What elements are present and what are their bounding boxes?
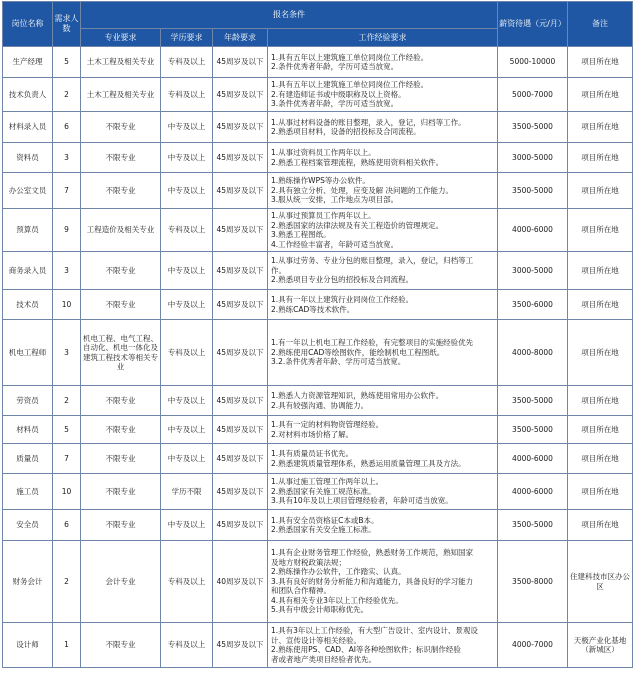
headcount-cell: 7	[53, 173, 81, 209]
table-row	[3, 78, 633, 112]
position-cell: 资料员	[3, 143, 53, 173]
header-conditions: 报名条件	[81, 2, 498, 29]
position-cell: 劳资员	[3, 386, 53, 416]
major-cell: 不限专业	[81, 112, 161, 143]
position-cell: 商务录入员	[3, 252, 53, 290]
remarks-cell: 项目所在地	[568, 290, 633, 320]
header-salary: 薪资待遇（元/月）	[498, 2, 568, 47]
remarks-cell: 项目所在地	[568, 510, 633, 541]
education-cell: 专科及以上	[161, 320, 213, 386]
education-cell: 中专及以上	[161, 386, 213, 416]
age-cell: 45周岁及以下	[213, 173, 268, 209]
headcount-cell: 3	[53, 252, 81, 290]
salary-cell: 3000-5000	[498, 252, 568, 290]
experience-line: 2.熟悉国家有关安全施工标准。	[271, 525, 376, 534]
experience-line: 1.具有质量员证书优先。	[271, 449, 354, 458]
salary-cell: 4000-6000	[498, 444, 568, 474]
header-headcount: 需求人数	[53, 2, 81, 47]
age-cell: 45周岁及以下	[213, 510, 268, 541]
experience-line: 1.从事过劳务、专业分包的账目整理，录入，登记，归档等工	[271, 256, 474, 266]
remarks-cell: 项目所在地	[568, 474, 633, 510]
experience-line: 2.熟练使用CAD等绘图软件，能绘制机电工程图纸。	[271, 347, 445, 357]
experience-cell	[268, 209, 498, 252]
experience-cell	[268, 541, 498, 623]
age-cell: 45周岁及以下	[213, 78, 268, 112]
headcount-cell: 2	[53, 78, 81, 112]
salary-cell: 3500-5000	[498, 386, 568, 416]
major-cell: 不限专业	[81, 474, 161, 510]
major-cell: 不限专业	[81, 252, 161, 290]
remarks-cell: 项目所在地	[568, 173, 633, 209]
experience-line: 2.对材料市场价格了解。	[271, 429, 354, 439]
major-cell: 不限专业	[81, 510, 161, 541]
salary-cell: 3500-6000	[498, 290, 568, 320]
table-row	[3, 510, 633, 541]
experience-line: 2.条件优秀者年龄，学历可适当放宽。	[271, 62, 399, 71]
experience-line: 1.熟练操作WPS等办公软件。	[271, 176, 370, 186]
headcount-cell: 6	[53, 510, 81, 541]
experience-line: 3.服从统一安排，工作地点为项目部。	[271, 195, 399, 205]
position-cell: 技术负责人	[3, 78, 53, 112]
table-row	[3, 173, 633, 209]
major-cell: 机电工程、电气工程、自动化、机电一体化及建筑工程技术等相关专业	[81, 320, 161, 386]
experience-line: 2.具有较强沟通、协调能力。	[271, 400, 369, 410]
experience-line: 1.具有五年以上建筑施工单位同岗位工作经验。	[271, 80, 429, 90]
education-cell: 中专及以上	[161, 112, 213, 143]
age-cell: 45周岁及以下	[213, 252, 268, 290]
salary-cell: 4000-6000	[498, 209, 568, 252]
education-cell: 中专及以上	[161, 143, 213, 173]
headcount-cell: 10	[53, 474, 81, 510]
age-cell: 45周岁及以下	[213, 112, 268, 143]
remarks-cell: 项目所在地	[568, 386, 633, 416]
table-row	[3, 386, 633, 416]
position-cell: 生产经理	[3, 47, 53, 78]
experience-cell	[268, 173, 498, 209]
experience-line: 2.熟悉工程档案管理流程，熟练使用资料相关软件。	[271, 157, 444, 167]
experience-line: 1.有一年以上机电工程工作经验，有完整项目的实施经验优先	[271, 338, 474, 348]
salary-cell: 3500-5000	[498, 173, 568, 209]
headcount-cell: 5	[53, 47, 81, 78]
salary-cell: 4000-7000	[498, 623, 568, 668]
experience-cell	[268, 444, 498, 474]
education-cell: 专科及以上	[161, 78, 213, 112]
age-cell: 45周岁及以下	[213, 444, 268, 474]
headcount-cell: 9	[53, 209, 81, 252]
remarks-cell: 天极产业化基地（新城区）	[568, 623, 633, 668]
experience-line: 3.具有10年及以上项目管理经验者，年龄可适当放宽。	[271, 496, 453, 506]
experience-cell	[268, 474, 498, 510]
age-cell: 45周岁及以下	[213, 416, 268, 444]
experience-line: 3.熟悉工程图纸。	[271, 230, 331, 239]
recruitment-table	[2, 1, 633, 668]
experience-cell	[268, 47, 498, 78]
experience-cell	[268, 143, 498, 173]
age-cell: 45周岁及以下	[213, 623, 268, 668]
header-age: 年龄要求	[213, 29, 268, 47]
table-row	[3, 444, 633, 474]
experience-line: 4.具有相关专业3年以上工作经验优先。	[271, 595, 403, 605]
education-cell: 专科及以上	[161, 623, 213, 668]
header-remarks: 备注	[568, 2, 633, 47]
age-cell: 45周岁及以下	[213, 143, 268, 173]
headcount-cell: 2	[53, 541, 81, 623]
experience-line: 1.具有一年以上建筑行业同岗位工作经验。	[271, 295, 414, 304]
experience-line: 1.具有3年以上工作经验，有大型广告设计、室内设计、景观设	[271, 626, 478, 635]
experience-line: 1.从事过材料设备的账目整理，录入，登记，归档等工作。	[271, 117, 466, 127]
remarks-cell: 项目所在地	[568, 320, 633, 386]
experience-cell	[268, 510, 498, 541]
table-row	[3, 112, 633, 143]
experience-line: 1.具有企业财务管理工作经验，熟悉财务工作规范，熟知国家	[271, 548, 474, 558]
experience-line: 2.有建造师证书或中级职称及以上资格。	[271, 89, 406, 99]
position-cell: 施工员	[3, 474, 53, 510]
age-cell: 45周岁及以下	[213, 474, 268, 510]
experience-cell	[268, 416, 498, 444]
education-cell: 中专及以上	[161, 252, 213, 290]
headcount-cell: 6	[53, 112, 81, 143]
experience-line: 和团队合作精神。	[271, 586, 331, 596]
header-education: 学历要求	[161, 29, 213, 47]
remarks-cell: 项目所在地	[568, 112, 633, 143]
experience-line: 1.从事过资料员工作两年以上。	[271, 148, 376, 157]
age-cell: 45周岁及以下	[213, 386, 268, 416]
experience-cell	[268, 78, 498, 112]
headcount-cell: 3	[53, 143, 81, 173]
experience-line: 计、宣传设计等相关经验。	[271, 635, 361, 645]
position-cell: 设计师	[3, 623, 53, 668]
experience-line: 作。	[271, 265, 286, 275]
age-cell: 45周岁及以下	[213, 320, 268, 386]
experience-cell	[268, 252, 498, 290]
position-cell: 办公室文员	[3, 173, 53, 209]
experience-line: 1.熟悉人力资源管理知识，熟练使用常用办公软件。	[271, 391, 444, 400]
salary-cell: 3500-5000	[498, 416, 568, 444]
position-cell: 材料员	[3, 416, 53, 444]
experience-line: 者或者地产类项目经验者优先。	[271, 654, 376, 664]
salary-cell: 5000-7000	[498, 78, 568, 112]
headcount-cell: 1	[53, 623, 81, 668]
experience-line: 3.2.条件优秀者年龄、学历可适当放宽。	[271, 357, 406, 367]
header-position: 岗位名称	[3, 2, 53, 47]
major-cell: 土木工程及相关专业	[81, 78, 161, 112]
headcount-cell: 3	[53, 320, 81, 386]
remarks-cell: 项目所在地	[568, 416, 633, 444]
major-cell: 土木工程及相关专业	[81, 47, 161, 78]
age-cell: 40周岁及以下	[213, 541, 268, 623]
table-row	[3, 416, 633, 444]
experience-line: 2.熟练CAD等技术软件。	[271, 304, 355, 314]
education-cell: 中专及以上	[161, 290, 213, 320]
experience-cell	[268, 320, 498, 386]
salary-cell: 3500-5000	[498, 112, 568, 143]
remarks-cell: 项目所在地	[568, 78, 633, 112]
experience-line: 1.从事过预算员工作两年以上。	[271, 211, 376, 220]
table-row	[3, 320, 633, 386]
remarks-cell: 项目所在地	[568, 47, 633, 78]
headcount-cell: 10	[53, 290, 81, 320]
position-cell: 安全员	[3, 510, 53, 541]
age-cell: 45周岁及以下	[213, 290, 268, 320]
experience-line: 2.熟悉国家的法律法规及有关工程造价的管理规定。	[271, 220, 444, 230]
major-cell: 不限专业	[81, 416, 161, 444]
headcount-cell: 7	[53, 444, 81, 474]
position-cell: 财务会计	[3, 541, 53, 623]
major-cell: 不限专业	[81, 386, 161, 416]
table-row	[3, 252, 633, 290]
experience-cell	[268, 623, 498, 668]
education-cell: 中专及以上	[161, 173, 213, 209]
experience-line: 2.具有独立分析、处理，应变及解 决问题的工作能力。	[271, 185, 454, 195]
salary-cell: 3500-5000	[498, 510, 568, 541]
major-cell: 不限专业	[81, 143, 161, 173]
table-header	[3, 2, 633, 47]
experience-cell	[268, 386, 498, 416]
experience-line: 2.熟练操作办公软件，工作踏实、认真。	[271, 567, 406, 577]
remarks-cell: 项目所在地	[568, 209, 633, 252]
experience-line: 1.从事过施工管理工作两年以上。	[271, 477, 384, 487]
table-row	[3, 474, 633, 510]
experience-line: 2.熟悉国家有关施工规范标准。	[271, 486, 376, 496]
salary-cell: 5000-10000	[498, 47, 568, 78]
experience-line: 3.条件优秀者年龄，学历可适当放宽。	[271, 99, 399, 109]
experience-cell	[268, 112, 498, 143]
header-major: 专业要求	[81, 29, 161, 47]
age-cell: 45周岁及以下	[213, 47, 268, 78]
position-cell: 预算员	[3, 209, 53, 252]
education-cell: 专科及以上	[161, 47, 213, 78]
table-body	[3, 47, 633, 668]
remarks-cell: 住建科技市区办公区	[568, 541, 633, 623]
major-cell: 不限专业	[81, 623, 161, 668]
salary-cell: 4000-8000	[498, 320, 568, 386]
education-cell: 学历不限	[161, 474, 213, 510]
remarks-cell: 项目所在地	[568, 444, 633, 474]
experience-line: 2.熟悉项目专业分包的招投标及合同流程。	[271, 275, 414, 285]
major-cell: 不限专业	[81, 290, 161, 320]
experience-line: 1.具有五年以上建筑施工单位同岗位工作经验。	[271, 52, 429, 62]
table-row	[3, 143, 633, 173]
experience-line: 1.具有安全员资格证C本或B本。	[271, 515, 379, 525]
education-cell: 中专及以上	[161, 444, 213, 474]
education-cell: 专科及以上	[161, 209, 213, 252]
education-cell: 中专及以上	[161, 510, 213, 541]
major-cell: 不限专业	[81, 444, 161, 474]
experience-line: 1.具有一定的材料物资管理经验。	[271, 420, 384, 429]
experience-line: 3.具有良好的财务分析能力和沟通能力，具备良好的学习能力	[271, 576, 474, 586]
experience-cell	[268, 290, 498, 320]
education-cell: 专科及以上	[161, 541, 213, 623]
salary-cell: 3500-8000	[498, 541, 568, 623]
salary-cell: 3000-5000	[498, 143, 568, 173]
major-cell: 不限专业	[81, 173, 161, 209]
table-row	[3, 47, 633, 78]
table-row	[3, 541, 633, 623]
position-cell: 机电工程师	[3, 320, 53, 386]
experience-line: 及地方财税政策法规；	[271, 557, 346, 567]
position-cell: 材料录入员	[3, 112, 53, 143]
headcount-cell: 2	[53, 386, 81, 416]
position-cell: 质量员	[3, 444, 53, 474]
education-cell: 中专及以上	[161, 416, 213, 444]
table-row	[3, 290, 633, 320]
experience-line: 5.具有中级会计师职称优先。	[271, 605, 369, 615]
experience-line: 2.熟悉建筑质量管理体系，熟悉运用质量管理工具及方法。	[271, 458, 466, 468]
salary-cell: 4000-6000	[498, 474, 568, 510]
position-cell: 技术员	[3, 290, 53, 320]
experience-line: 2.熟练使用PS、CAD、AI等各种绘图软件；标识制作经验	[271, 645, 461, 654]
experience-line: 4.工作经验丰富者，年龄可适当放宽。	[271, 239, 399, 249]
age-cell: 45周岁及以下	[213, 209, 268, 252]
table-row	[3, 623, 633, 668]
header-experience: 工作经验要求	[268, 29, 498, 47]
major-cell: 会计专业	[81, 541, 161, 623]
major-cell: 工程造价及相关专业	[81, 209, 161, 252]
remarks-cell: 项目所在地	[568, 252, 633, 290]
experience-line: 2.熟悉项目材料，设备的招投标及合同流程。	[271, 127, 421, 136]
table-row	[3, 209, 633, 252]
headcount-cell: 5	[53, 416, 81, 444]
remarks-cell: 项目所在地	[568, 143, 633, 173]
